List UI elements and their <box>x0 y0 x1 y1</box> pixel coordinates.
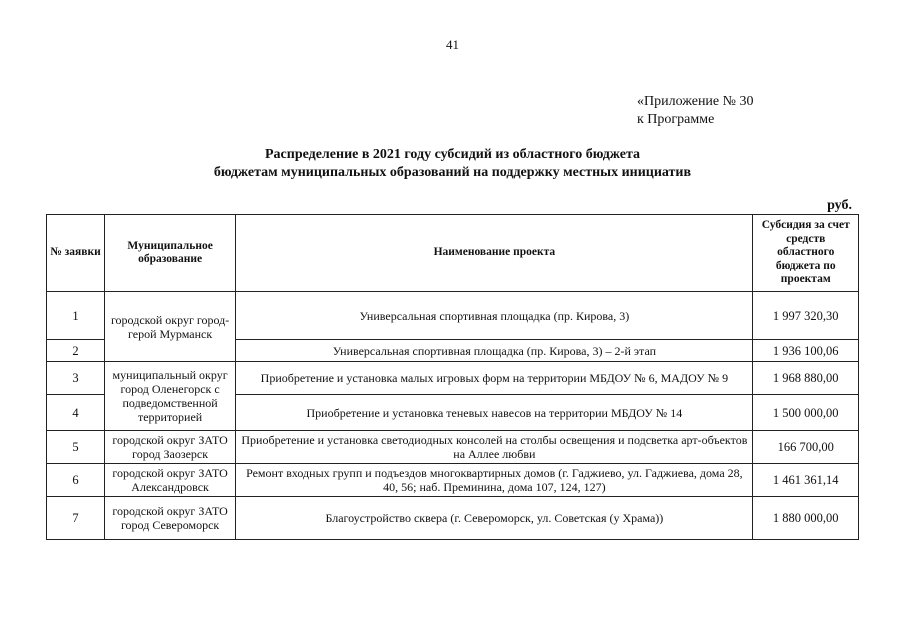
project-name-cell: Универсальная спортивная площадка (пр. Кирова, 3) <box>236 292 753 340</box>
project-name-cell: Универсальная спортивная площадка (пр. Кирова, 3) – 2-й этап <box>236 340 753 362</box>
project-name-cell: Ремонт входных групп и подъездов многоквартирных домов (г. Гаджиево, ул. Гаджиева, дома 28, 40, 56; наб. Преминина, дома 107, 124, 127) <box>236 464 753 497</box>
row-number: 3 <box>47 362 105 395</box>
project-name-cell: Благоустройство сквера (г. Североморск, ул. Советская (у Храма)) <box>236 497 753 540</box>
subsidy-amount-cell: 166 700,00 <box>753 431 859 464</box>
row-number: 4 <box>47 395 105 431</box>
page-number: 41 <box>446 37 459 52</box>
title-line-2: бюджетам муниципальных образований на поддержку местных инициатив <box>213 165 692 180</box>
municipality-cell: городской округ ЗАТО Александровск <box>104 464 235 497</box>
row-number: 5 <box>47 431 105 464</box>
project-name-cell: Приобретение и установка светодиодных консолей на столбы освещения и подсветка арт-объектов на Аллее любви <box>236 431 753 464</box>
table-row <box>47 497 859 540</box>
municipality-cell: городской округ город-герой Мурманск <box>104 292 235 362</box>
subsidy-amount-cell: 1 968 880,00 <box>753 362 859 395</box>
row-number: 6 <box>47 464 105 497</box>
municipality-cell: муниципальный округ город Оленегорск с подведомственной территорией <box>104 362 235 431</box>
header-municipality: Муниципальное образование <box>104 215 235 292</box>
currency-unit: руб. <box>827 198 852 213</box>
subsidy-amount-cell: 1 936 100,06 <box>753 340 859 362</box>
appendix-reference <box>637 93 754 129</box>
subsidy-amount-cell: 1 500 000,00 <box>753 395 859 431</box>
row-number: 2 <box>47 340 105 362</box>
appendix-line-1: «Приложение № 30 <box>637 94 754 109</box>
table-row <box>47 464 859 497</box>
table-row <box>47 362 859 395</box>
header-project-name: Наименование проекта <box>236 215 753 292</box>
table-row <box>47 431 859 464</box>
row-number: 1 <box>47 292 105 340</box>
subsidy-amount-cell: 1 880 000,00 <box>753 497 859 540</box>
header-application-number: № заявки <box>47 215 105 292</box>
municipality-cell: городской округ ЗАТО город Североморск <box>104 497 235 540</box>
project-name-cell: Приобретение и установка малых игровых форм на территории МБДОУ № 6, МАДОУ № 9 <box>236 362 753 395</box>
table-row <box>47 292 859 340</box>
row-number: 7 <box>47 497 105 540</box>
project-name-cell: Приобретение и установка теневых навесов на территории МБДОУ № 14 <box>236 395 753 431</box>
subsidy-amount-cell: 1 461 361,14 <box>753 464 859 497</box>
subsidy-amount-cell: 1 997 320,30 <box>753 292 859 340</box>
document-title <box>0 146 905 182</box>
appendix-line-2: к Программе <box>637 112 715 127</box>
header-subsidy: Субсидия за счет средств областного бюджета по проектам <box>753 215 859 292</box>
table-header-row <box>47 215 859 292</box>
subsidy-table <box>46 214 859 540</box>
municipality-cell: городской округ ЗАТО город Заозерск <box>104 431 235 464</box>
title-line-1: Распределение в 2021 году субсидий из областного бюджета <box>264 147 641 162</box>
